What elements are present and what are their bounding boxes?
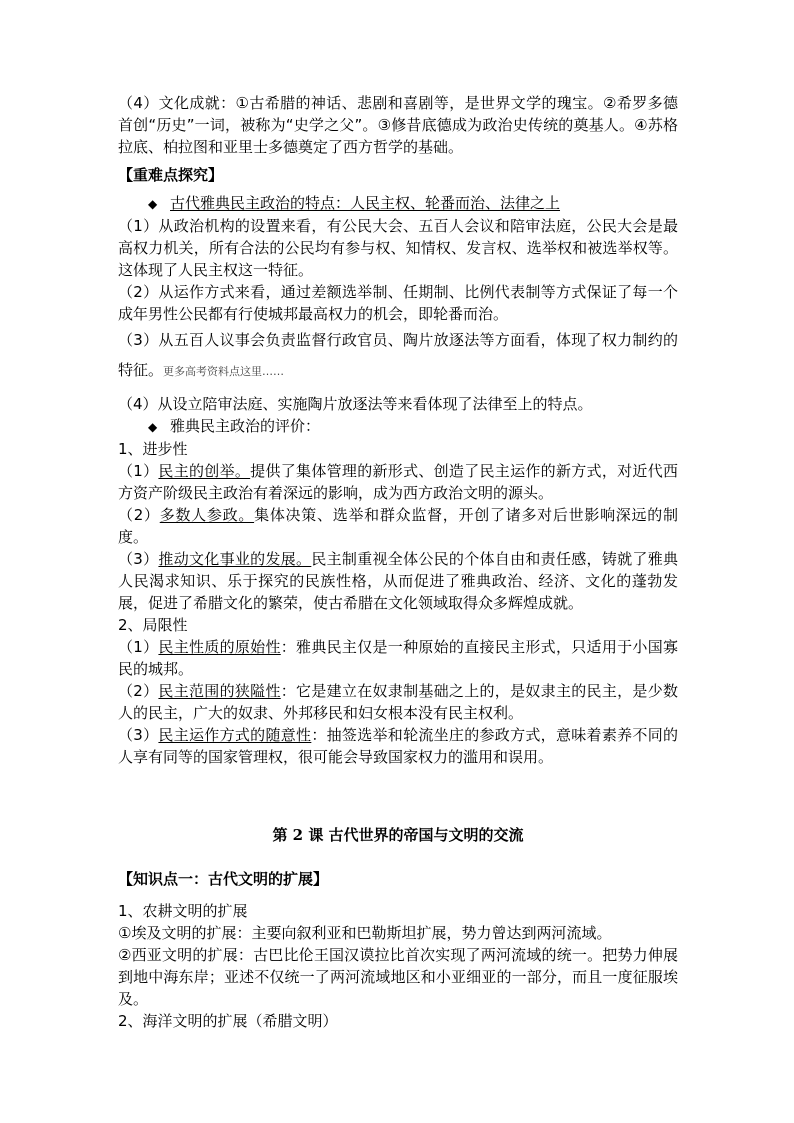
progress-item-1 <box>118 460 678 504</box>
section-heading-key-points: 【重难点探究】 <box>118 166 224 184</box>
limit-item-2 <box>118 680 678 724</box>
feature-4: （4）从设立陪审法庭、实施陶片放逐法等来看体现了法律至上的特点。 <box>118 395 593 413</box>
feature-3 <box>118 325 678 387</box>
diamond-bullet-icon: ◆ <box>148 420 158 434</box>
item-text: ：雅典民主仅是一种原始的直接民主形式，只适用于小国寡民的城邦。 <box>118 638 678 678</box>
section-heading-knowledge-1: 【知识点一：古代文明的扩展】 <box>118 870 329 888</box>
progress-heading: 1、进步性 <box>118 440 188 458</box>
page-content <box>118 92 678 1032</box>
progress-item-2 <box>118 504 678 548</box>
item-text: ：抽签选举和轮流坐庄的参政方式，意味着素养不同的人享有同等的国家管理权，很可能会导致国家权力的滥用和误用。 <box>118 726 678 766</box>
limit-item-1 <box>118 636 678 680</box>
item-number: （1） <box>118 638 159 656</box>
item-number: （2） <box>118 506 160 524</box>
bullet-text-features: 古代雅典民主政治的特点：人民主权、轮番而治、法律之上 <box>170 194 561 212</box>
bullet-item-features <box>118 192 678 215</box>
bullet-text-evaluation: 雅典民主政治的评价： <box>170 417 321 435</box>
farm-heading: 1、农耕文明的扩展 <box>118 902 248 920</box>
item-number: （3） <box>118 726 159 744</box>
paragraph-cultural-achievements: （4）文化成就：①古希腊的神话、悲剧和喜剧等，是世界文学的瑰宝。②希罗多德首创“历史”一词，被称为“史学之父”。③修昔底德成为政治史传统的奠基人。④苏格拉底、柏拉图和亚里士多德奠定了西方哲学的基础。 <box>118 94 678 156</box>
item-keyword: 民主性质的原始性 <box>158 638 281 656</box>
item-number: （1） <box>118 462 159 480</box>
more-resources-link[interactable]: 更多高考资料点这里…… <box>163 365 285 378</box>
item-keyword: 民主的创举。 <box>158 462 251 480</box>
feature-2: （2）从运作方式来看，通过差额选举制、任期制、比例代表制等方式保证了每一个成年男性公民都有行使城邦最高权力的机会，即轮番而治。 <box>118 283 678 323</box>
item-number: （2） <box>118 682 159 700</box>
item-keyword: 民主运作方式的随意性 <box>158 726 312 744</box>
limit-heading: 2、局限性 <box>118 616 188 634</box>
limit-item-3 <box>118 724 678 768</box>
bullet-item-evaluation <box>118 415 678 438</box>
item-keyword: 民主范围的狭隘性 <box>158 682 281 700</box>
feature-3-text: （3）从五百人议事会负责监督行政官员、陶片放逐法等方面看，体现了权力制约的特征。 <box>118 331 678 379</box>
item-keyword: 多数人参政。 <box>159 506 255 524</box>
diamond-bullet-icon: ◆ <box>148 197 158 211</box>
lesson-title: 第 2 课 古代世界的帝国与文明的交流 <box>272 826 524 844</box>
item-text: ：它是建立在奴隶制基础之上的，是奴隶主的民主，是少数人的民主，广大的奴隶、外邦移民和妇女根本没有民主权利。 <box>118 682 678 722</box>
farm-item-2: ②西亚文明的扩展：古巴比伦王国汉谟拉比首次实现了两河流域的统一。把势力伸展到地中海东岸；亚述不仅统一了两河流域地区和小亚细亚的一部分，而且一度征服埃及。 <box>118 946 678 1008</box>
item-keyword: 推动文化事业的发展。 <box>158 550 312 568</box>
progress-item-3 <box>118 548 678 614</box>
item-number: （3） <box>118 550 159 568</box>
feature-1: （1）从政治机构的设置来看，有公民大会、五百人会议和陪审法庭，公民大会是最高权力机关，所有合法的公民均有参与权、知情权、发言权、选举权和被选举权等。这体现了人民主权这一特征。 <box>118 217 678 279</box>
item-text: 集体决策、选举和群众监督，开创了诸多对后世影响深远的制度。 <box>118 506 678 546</box>
item-text: 民主制重视全体公民的个体自由和责任感，铸就了雅典人民渴求知识、乐于探究的民族性格，从而促进了雅典政治、经济、文化的蓬勃发展，促进了希腊文化的繁荣，使古希腊在文化领域取得众多辉煌成就。 <box>118 550 678 612</box>
ocean-heading: 2、海洋文明的扩展（希腊文明） <box>118 1012 338 1030</box>
item-text: 提供了集体管理的新形式、创造了民主运作的新方式，对近代西方资产阶级民主政治有着深远的影响，成为西方政治文明的源头。 <box>118 462 678 502</box>
farm-item-1: ①埃及文明的扩展：主要向叙利亚和巴勒斯坦扩展，势力曾达到两河流域。 <box>118 924 612 942</box>
